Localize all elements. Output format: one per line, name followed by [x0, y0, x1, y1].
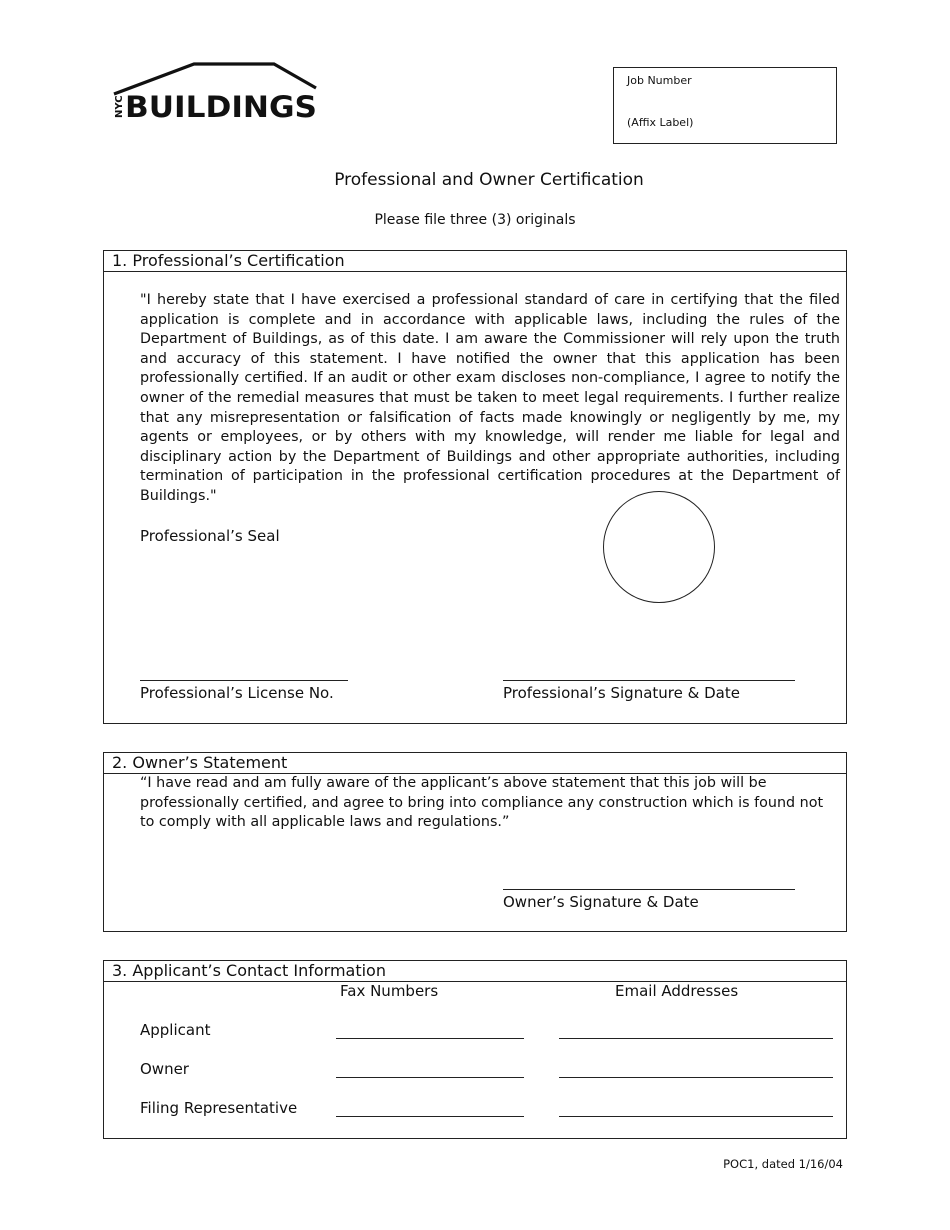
section2-heading: 2. Owner’s Statement — [104, 753, 846, 774]
filing-rep-fax-line[interactable] — [336, 1116, 524, 1117]
license-number-label: Professional’s License No. — [140, 684, 334, 702]
fax-numbers-header: Fax Numbers — [340, 982, 439, 1000]
row-label-filing-representative: Filing Representative — [140, 1099, 298, 1117]
license-number-line[interactable] — [140, 680, 348, 681]
professional-certification-section — [103, 250, 847, 724]
filing-rep-email-line[interactable] — [559, 1116, 833, 1117]
affix-label-hint: (Affix Label) — [627, 116, 694, 129]
nyc-buildings-logo — [108, 62, 320, 120]
job-number-box[interactable] — [613, 67, 837, 144]
row-label-owner: Owner — [140, 1060, 189, 1078]
owner-fax-line[interactable] — [336, 1077, 524, 1078]
logo-name: BUILDINGS — [125, 90, 317, 120]
contact-information-section — [103, 960, 847, 1139]
owner-signature-label: Owner’s Signature & Date — [503, 893, 699, 911]
professional-signature-line[interactable] — [503, 680, 795, 681]
job-number-label: Job Number — [627, 74, 692, 87]
applicant-email-line[interactable] — [559, 1038, 833, 1039]
email-addresses-header: Email Addresses — [615, 982, 739, 1000]
professional-seal-label: Professional’s Seal — [140, 527, 280, 545]
section1-heading: 1. Professional’s Certification — [104, 251, 846, 272]
applicant-fax-line[interactable] — [336, 1038, 524, 1039]
owner-statement-section — [103, 752, 847, 932]
professional-statement: "I hereby state that I have exercised a professional standard of care in certifying that the filed application is complete and in accordance with applicable laws, including the rules of the Department of Buildings, as of this date. I am aware the Commissioner will rely upon the truth and accuracy of this statement. I have notified the owner that this application has been professionally certified. If an audit or other exam discloses non-compliance, I agree to notify the owner of the remedial measures that must be taken to meet legal requirements. I further realize that any misrepresentation or falsification of facts made knowingly or negligently by me, my agents or employees, or by others with my knowledge, will render me liable for legal and disciplinary action by the Department of Buildings and other appropriate authorities, including termination of participation in the professional certification procedures at the Department of Buildings." — [140, 292, 840, 504]
owner-email-line[interactable] — [559, 1077, 833, 1078]
professional-signature-label: Professional’s Signature & Date — [503, 684, 740, 702]
owner-signature-line[interactable] — [503, 889, 795, 890]
owner-statement: “I have read and am fully aware of the applicant’s above statement that this job will be professionally certified, and agree to bring into compliance any construction which is found not to comply with all applicable laws and regulations.” — [140, 775, 824, 831]
form-version-footer: POC1, dated 1/16/04 — [723, 1157, 843, 1171]
form-subtitle: Please file three (3) originals — [374, 212, 576, 228]
row-label-applicant: Applicant — [140, 1021, 211, 1039]
form-title: Professional and Owner Certification — [334, 170, 644, 190]
professional-seal-circle[interactable] — [603, 491, 715, 603]
section3-heading: 3. Applicant’s Contact Information — [104, 961, 846, 982]
logo-prefix: NYC — [114, 95, 125, 118]
